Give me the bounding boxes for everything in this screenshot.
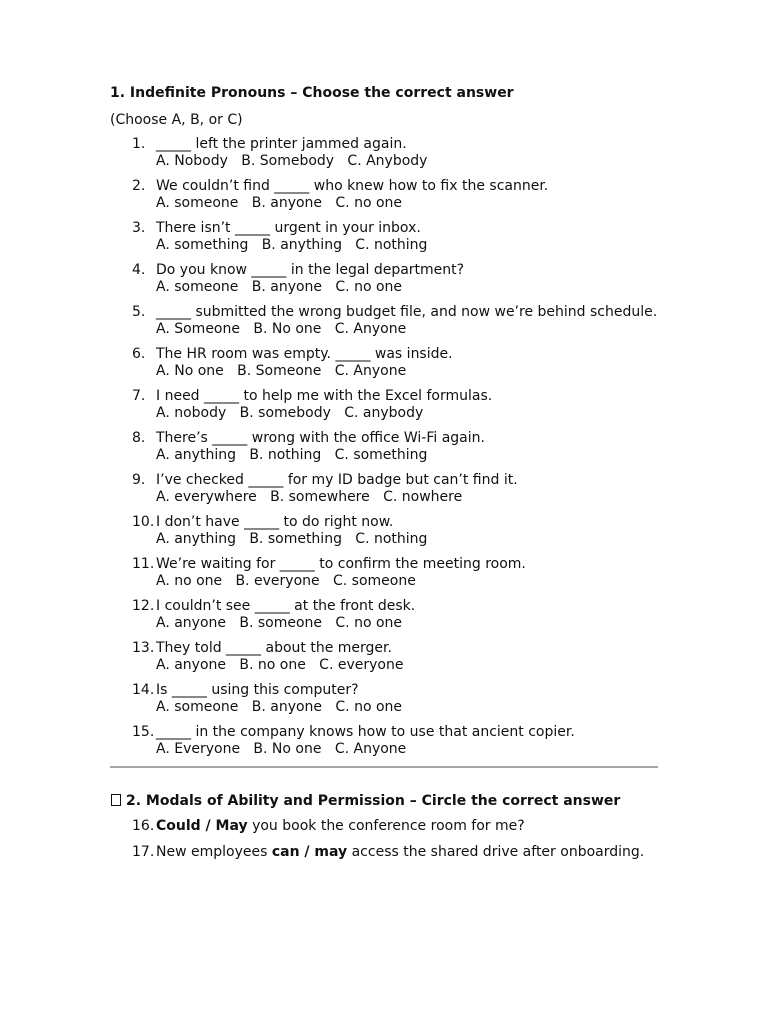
question-text-rest: you book the conference room for me? [247, 818, 525, 834]
question-item [110, 556, 658, 589]
question-number: 2. [132, 178, 146, 194]
question-options: A. no one B. everyone C. someone [156, 572, 416, 589]
question-item [110, 724, 658, 757]
question-text: We couldn’t find _____ who knew how to fix the scanner. [156, 178, 549, 194]
question-list [110, 136, 658, 757]
question-number: 5. [132, 304, 146, 320]
question-number: 11. [132, 556, 155, 572]
question-item [110, 598, 658, 631]
modal-question-list [110, 818, 658, 861]
question-options: A. nobody B. somebody C. anybody [156, 404, 424, 421]
question-number: 3. [132, 220, 146, 236]
section-2 [110, 792, 658, 861]
question-options: A. someone B. anyone C. no one [156, 698, 403, 715]
modal-choice: can / may [271, 844, 348, 860]
question-text-prefix: New employees [156, 844, 272, 860]
question-item [110, 472, 658, 505]
question-text: There’s _____ wrong with the office Wi-Fi again. [156, 430, 485, 446]
question-item [110, 220, 658, 253]
question-options: A. No one B. Someone C. Anyone [156, 362, 407, 379]
question-options: A. Nobody B. Somebody C. Anybody [156, 152, 428, 169]
modal-question-item [110, 844, 658, 861]
question-options: A. Someone B. No one C. Anyone [156, 320, 407, 337]
section-1-heading: 1. Indefinite Pronouns – Choose the correct answer [110, 85, 514, 101]
section-2-heading [110, 792, 658, 810]
question-text: Do you know _____ in the legal department? [156, 262, 465, 278]
section-2-heading-text: 2. Modals of Ability and Permission – Circle the correct answer [126, 793, 621, 809]
question-number: 9. [132, 472, 146, 488]
question-item [110, 178, 658, 211]
question-text: We’re waiting for _____ to confirm the meeting room. [156, 556, 526, 572]
question-text: _____ submitted the wrong budget file, and now we’re behind schedule. [156, 304, 658, 320]
question-number: 15. [132, 724, 155, 740]
question-item [110, 388, 658, 421]
question-item [110, 304, 658, 337]
question-text: I need _____ to help me with the Excel formulas. [156, 388, 493, 404]
question-options: A. anyone B. someone C. no one [156, 614, 403, 631]
question-text: I don’t have _____ to do right now. [156, 514, 394, 530]
question-options: A. anyone B. no one C. everyone [156, 656, 404, 673]
question-options: A. someone B. anyone C. no one [156, 194, 403, 211]
question-item [110, 262, 658, 295]
question-number: 13. [132, 640, 155, 656]
question-number: 6. [132, 346, 146, 362]
worksheet-page [110, 84, 658, 870]
question-item [110, 640, 658, 673]
question-number: 8. [132, 430, 146, 446]
question-number: 14. [132, 682, 155, 698]
question-item [110, 136, 658, 169]
question-text: I’ve checked _____ for my ID badge but can’t find it. [156, 472, 518, 488]
question-item [110, 682, 658, 715]
question-options: A. something B. anything C. nothing [156, 236, 428, 253]
question-text: Is _____ using this computer? [156, 682, 359, 698]
question-number: 7. [132, 388, 146, 404]
question-options: A. everywhere B. somewhere C. nowhere [156, 488, 463, 505]
question-text: There isn’t _____ urgent in your inbox. [156, 220, 421, 236]
question-number: 10. [132, 514, 155, 530]
question-text: _____ in the company knows how to use that ancient copier. [156, 724, 575, 740]
question-number: 1. [132, 136, 146, 152]
modal-choice: Could / May [156, 818, 248, 834]
question-text: I couldn’t see _____ at the front desk. [156, 598, 416, 614]
question-options: A. anything B. something C. nothing [156, 530, 428, 547]
question-text: They told _____ about the merger. [156, 640, 392, 656]
question-item [110, 514, 658, 547]
question-options: A. someone B. anyone C. no one [156, 278, 403, 295]
question-number: 4. [132, 262, 146, 278]
modal-question-item [110, 818, 658, 835]
question-options: A. Everyone B. No one C. Anyone [156, 740, 407, 757]
section-1-instruction: (Choose A, B, or C) [110, 112, 243, 128]
missing-glyph-box-icon [111, 794, 121, 806]
question-number: 17. [132, 844, 155, 860]
section-divider [110, 766, 658, 768]
question-options: A. anything B. nothing C. something [156, 446, 428, 463]
question-text: _____ left the printer jammed again. [156, 136, 407, 152]
question-text-rest: access the shared drive after onboarding. [347, 844, 645, 860]
question-text: The HR room was empty. _____ was inside. [156, 346, 453, 362]
question-number: 12. [132, 598, 155, 614]
question-number: 16. [132, 818, 155, 834]
question-item [110, 430, 658, 463]
question-item [110, 346, 658, 379]
